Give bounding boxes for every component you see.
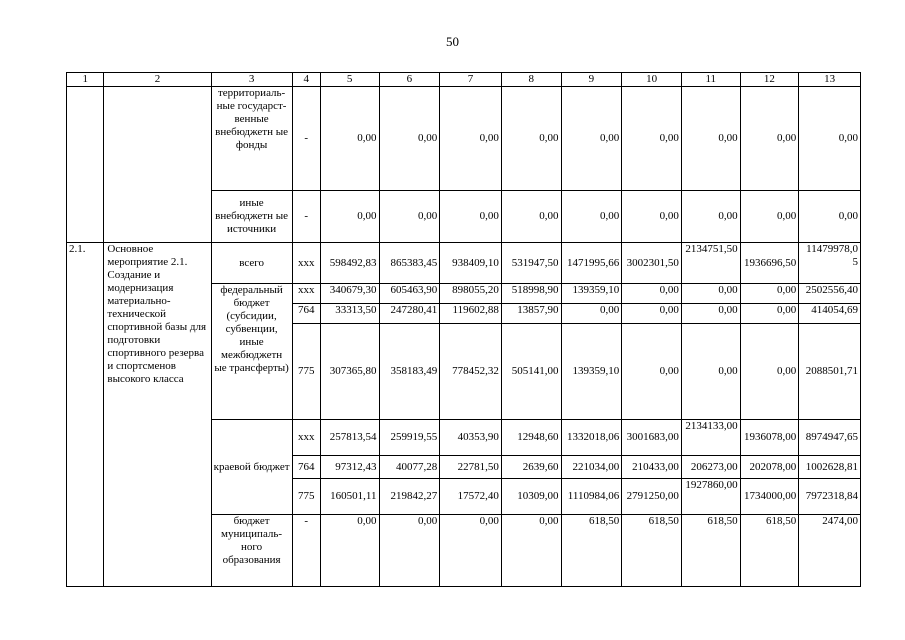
value-cell: 0,00 bbox=[740, 87, 799, 191]
value-cell: 3001683,00 bbox=[622, 420, 682, 456]
value-cell: 0,00 bbox=[740, 191, 799, 243]
value-cell: 0,00 bbox=[622, 284, 682, 304]
value-cell: 358183,49 bbox=[379, 324, 440, 420]
value-cell: 1936078,00 bbox=[740, 420, 799, 456]
value-cell: 0,00 bbox=[622, 324, 682, 420]
value-cell: 2639,60 bbox=[501, 456, 561, 479]
value-cell: 1471995,66 bbox=[561, 243, 622, 284]
code-cell: 764 bbox=[292, 304, 320, 324]
page-number: 50 bbox=[446, 34, 459, 49]
header-cell: 11 bbox=[681, 73, 740, 87]
value-cell: 221034,00 bbox=[561, 456, 622, 479]
value-cell: 22781,50 bbox=[440, 456, 502, 479]
value-cell: 160501,11 bbox=[320, 479, 379, 515]
value-cell: 0,00 bbox=[440, 515, 502, 587]
value-cell: 0,00 bbox=[320, 191, 379, 243]
header-cell: 12 bbox=[740, 73, 799, 87]
value-cell: 0,00 bbox=[681, 191, 740, 243]
value-cell: 505141,00 bbox=[501, 324, 561, 420]
header-cell: 7 bbox=[440, 73, 502, 87]
header-cell: 13 bbox=[799, 73, 861, 87]
source-cell: федеральный бюджет (субсидии, субвенции, иные межбюджетн ые трансферты) bbox=[211, 284, 292, 420]
value-cell: 618,50 bbox=[681, 515, 740, 587]
value-cell: 40353,90 bbox=[440, 420, 502, 456]
value-cell: 340679,30 bbox=[320, 284, 379, 304]
value-cell: 2791250,00 bbox=[622, 479, 682, 515]
source-cell: всего bbox=[211, 243, 292, 284]
value-cell: 0,00 bbox=[681, 87, 740, 191]
value-cell: 17572,40 bbox=[440, 479, 502, 515]
value-cell: 0,00 bbox=[799, 87, 861, 191]
value-cell: 2088501,71 bbox=[799, 324, 861, 420]
source-cell: бюджет муниципаль-ного образования bbox=[211, 515, 292, 587]
name-cell: Основное мероприятие 2.1. Создание и модернизация материально-технической спортивной базы для подготовки спортивного резерва и спортсменов высокого класса bbox=[104, 243, 211, 587]
code-cell: 775 bbox=[292, 324, 320, 420]
value-cell: 898055,20 bbox=[440, 284, 502, 304]
value-cell: 0,00 bbox=[501, 515, 561, 587]
table-row-total bbox=[67, 243, 861, 284]
code-cell: ххх bbox=[292, 284, 320, 304]
header-cell: 2 bbox=[104, 73, 211, 87]
value-cell: 11479978,05 bbox=[799, 243, 861, 284]
number-cell: 2.1. bbox=[67, 243, 104, 587]
header-cell: 1 bbox=[67, 73, 104, 87]
value-cell: 139359,10 bbox=[561, 284, 622, 304]
value-cell: 0,00 bbox=[740, 324, 799, 420]
value-cell: 0,00 bbox=[681, 304, 740, 324]
value-cell: 13857,90 bbox=[501, 304, 561, 324]
value-cell: 119602,88 bbox=[440, 304, 502, 324]
value-cell: 247280,41 bbox=[379, 304, 440, 324]
value-cell: 0,00 bbox=[681, 284, 740, 304]
header-cell: 6 bbox=[379, 73, 440, 87]
value-cell: 0,00 bbox=[440, 191, 502, 243]
value-cell: 0,00 bbox=[799, 191, 861, 243]
value-cell: 0,00 bbox=[622, 191, 682, 243]
code-cell: - bbox=[292, 87, 320, 191]
value-cell: 219842,27 bbox=[379, 479, 440, 515]
value-cell: 0,00 bbox=[561, 191, 622, 243]
value-cell: 0,00 bbox=[561, 304, 622, 324]
header-cell: 4 bbox=[292, 73, 320, 87]
value-cell: 0,00 bbox=[501, 191, 561, 243]
value-cell: 10309,00 bbox=[501, 479, 561, 515]
value-cell: 210433,00 bbox=[622, 456, 682, 479]
value-cell: 0,00 bbox=[561, 87, 622, 191]
value-cell: 414054,69 bbox=[799, 304, 861, 324]
value-cell: 2502556,40 bbox=[799, 284, 861, 304]
value-cell: 3002301,50 bbox=[622, 243, 682, 284]
value-cell: 605463,90 bbox=[379, 284, 440, 304]
value-cell: 1734000,00 bbox=[740, 479, 799, 515]
header-cell: 8 bbox=[501, 73, 561, 87]
value-cell: 307365,80 bbox=[320, 324, 379, 420]
value-cell: 2474,00 bbox=[799, 515, 861, 587]
funding-table bbox=[66, 72, 861, 587]
code-cell: ххх bbox=[292, 420, 320, 456]
source-cell: краевой бюджет bbox=[211, 420, 292, 515]
header-cell: 3 bbox=[211, 73, 292, 87]
value-cell: 97312,43 bbox=[320, 456, 379, 479]
value-cell: 531947,50 bbox=[501, 243, 561, 284]
value-cell: 1110984,06 bbox=[561, 479, 622, 515]
value-cell: 1332018,06 bbox=[561, 420, 622, 456]
source-cell: территориаль-ные государст-венные внебюджетн ые фонды bbox=[211, 87, 292, 191]
value-cell: 1936696,50 bbox=[740, 243, 799, 284]
value-cell: 0,00 bbox=[379, 87, 440, 191]
number-cell bbox=[67, 87, 104, 243]
source-cell: иные внебюджетн ые источники bbox=[211, 191, 292, 243]
value-cell: 8974947,65 bbox=[799, 420, 861, 456]
value-cell: 1002628,81 bbox=[799, 456, 861, 479]
code-cell: 775 bbox=[292, 479, 320, 515]
value-cell: 12948,60 bbox=[501, 420, 561, 456]
value-cell: 0,00 bbox=[379, 191, 440, 243]
value-cell: 139359,10 bbox=[561, 324, 622, 420]
value-cell: 0,00 bbox=[622, 87, 682, 191]
value-cell: 598492,83 bbox=[320, 243, 379, 284]
value-cell: 938409,10 bbox=[440, 243, 502, 284]
value-cell: 0,00 bbox=[740, 284, 799, 304]
value-cell: 40077,28 bbox=[379, 456, 440, 479]
value-cell: 1927860,00 bbox=[681, 479, 740, 515]
value-cell: 0,00 bbox=[440, 87, 502, 191]
value-cell: 0,00 bbox=[320, 515, 379, 587]
header-row bbox=[67, 73, 861, 87]
code-cell: 764 bbox=[292, 456, 320, 479]
value-cell: 257813,54 bbox=[320, 420, 379, 456]
code-cell: - bbox=[292, 515, 320, 587]
code-cell: - bbox=[292, 191, 320, 243]
value-cell: 2134133,00 bbox=[681, 420, 740, 456]
header-cell: 10 bbox=[622, 73, 682, 87]
value-cell: 778452,32 bbox=[440, 324, 502, 420]
value-cell: 618,50 bbox=[740, 515, 799, 587]
value-cell: 0,00 bbox=[501, 87, 561, 191]
value-cell: 618,50 bbox=[561, 515, 622, 587]
value-cell: 33313,50 bbox=[320, 304, 379, 324]
value-cell: 7972318,84 bbox=[799, 479, 861, 515]
value-cell: 0,00 bbox=[379, 515, 440, 587]
name-cell bbox=[104, 87, 211, 243]
value-cell: 202078,00 bbox=[740, 456, 799, 479]
value-cell: 0,00 bbox=[740, 304, 799, 324]
value-cell: 618,50 bbox=[622, 515, 682, 587]
value-cell: 0,00 bbox=[681, 324, 740, 420]
value-cell: 865383,45 bbox=[379, 243, 440, 284]
value-cell: 518998,90 bbox=[501, 284, 561, 304]
value-cell: 2134751,50 bbox=[681, 243, 740, 284]
value-cell: 0,00 bbox=[622, 304, 682, 324]
value-cell: 0,00 bbox=[320, 87, 379, 191]
value-cell: 259919,55 bbox=[379, 420, 440, 456]
header-cell: 5 bbox=[320, 73, 379, 87]
header-cell: 9 bbox=[561, 73, 622, 87]
table-row-terr-funds bbox=[67, 87, 861, 191]
code-cell: ххх bbox=[292, 243, 320, 284]
value-cell: 206273,00 bbox=[681, 456, 740, 479]
